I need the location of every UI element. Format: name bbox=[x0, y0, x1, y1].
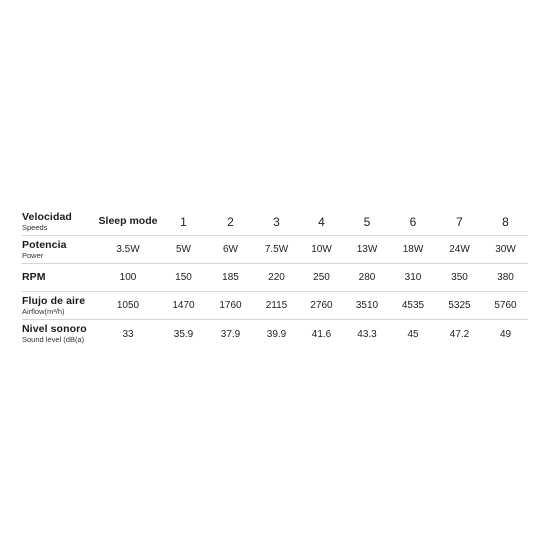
table-cell: 3510 bbox=[355, 300, 379, 311]
table-cell: 33 bbox=[122, 328, 134, 340]
table-cell: 2760 bbox=[310, 300, 333, 311]
table-cell: 45 bbox=[407, 328, 419, 340]
row-label-cell bbox=[22, 272, 96, 283]
row-label-cell bbox=[22, 324, 96, 344]
table-cell: 35.9 bbox=[173, 328, 194, 340]
table-cell: 1760 bbox=[219, 300, 242, 311]
table-cell: 2115 bbox=[265, 300, 288, 311]
header-label: Velocidad bbox=[22, 210, 72, 223]
table-cell: 30W bbox=[495, 244, 516, 255]
header-cell: Sleep mode bbox=[98, 214, 158, 227]
header-label-cell bbox=[22, 212, 96, 232]
row-label: Nivel sonoro bbox=[22, 323, 87, 336]
table-header-row bbox=[22, 208, 528, 236]
table-cell: 41.6 bbox=[311, 328, 332, 340]
table-cell: 100 bbox=[119, 272, 137, 283]
row-sublabel: Power bbox=[22, 250, 44, 260]
table-cell: 47.2 bbox=[449, 328, 470, 340]
table-cell: 5325 bbox=[448, 300, 471, 311]
table-cell: 310 bbox=[404, 272, 422, 283]
header-cell: 2 bbox=[227, 214, 234, 229]
header-cell: 3 bbox=[273, 214, 280, 229]
header-cell: 5 bbox=[363, 214, 371, 229]
table-cell: 39.9 bbox=[266, 328, 287, 340]
row-label-cell bbox=[22, 240, 96, 260]
table-cell: 350 bbox=[451, 272, 468, 283]
table-row-power bbox=[22, 236, 528, 264]
table-row-rpm bbox=[22, 264, 528, 292]
table-cell: 13W bbox=[356, 244, 378, 255]
table-cell: 380 bbox=[497, 272, 514, 283]
table-cell: 150 bbox=[175, 272, 192, 283]
table-cell: 185 bbox=[222, 272, 239, 283]
table-cell: 5760 bbox=[494, 300, 517, 311]
table-cell: 1050 bbox=[116, 300, 140, 311]
table-cell: 10W bbox=[311, 244, 332, 255]
row-label-cell bbox=[22, 296, 96, 316]
row-label: Flujo de aire bbox=[22, 294, 86, 307]
table-cell: 7.5W bbox=[264, 244, 289, 255]
table-cell: 49 bbox=[499, 328, 512, 340]
row-sublabel: Sound level (dB(a) bbox=[22, 335, 85, 345]
table-cell: 43.3 bbox=[357, 328, 377, 340]
table-row-sound-level bbox=[22, 320, 528, 348]
header-sublabel: Speeds bbox=[22, 222, 48, 232]
table-row-airflow bbox=[22, 292, 528, 320]
table-cell: 4535 bbox=[401, 300, 425, 311]
table-cell: 280 bbox=[358, 272, 376, 283]
table-cell: 220 bbox=[268, 272, 285, 283]
table-cell: 3.5W bbox=[116, 244, 140, 255]
table-cell: 1470 bbox=[172, 300, 195, 311]
header-cell: 7 bbox=[456, 214, 463, 229]
header-cell: 6 bbox=[409, 214, 417, 229]
table-cell: 18W bbox=[402, 244, 424, 255]
table-cell: 5W bbox=[176, 244, 191, 255]
table-cell: 6W bbox=[223, 244, 238, 255]
table-cell: 37.9 bbox=[220, 328, 241, 340]
header-cell: 1 bbox=[180, 214, 187, 229]
spec-table bbox=[22, 208, 528, 348]
row-sublabel: Airflow(m³/h) bbox=[22, 306, 65, 316]
row-label: Potencia bbox=[22, 238, 67, 251]
table-cell: 250 bbox=[313, 272, 330, 283]
header-cell: 4 bbox=[318, 214, 325, 229]
table-cell: 24W bbox=[449, 244, 470, 255]
header-cell: 8 bbox=[502, 214, 509, 229]
row-label: RPM bbox=[22, 270, 46, 283]
